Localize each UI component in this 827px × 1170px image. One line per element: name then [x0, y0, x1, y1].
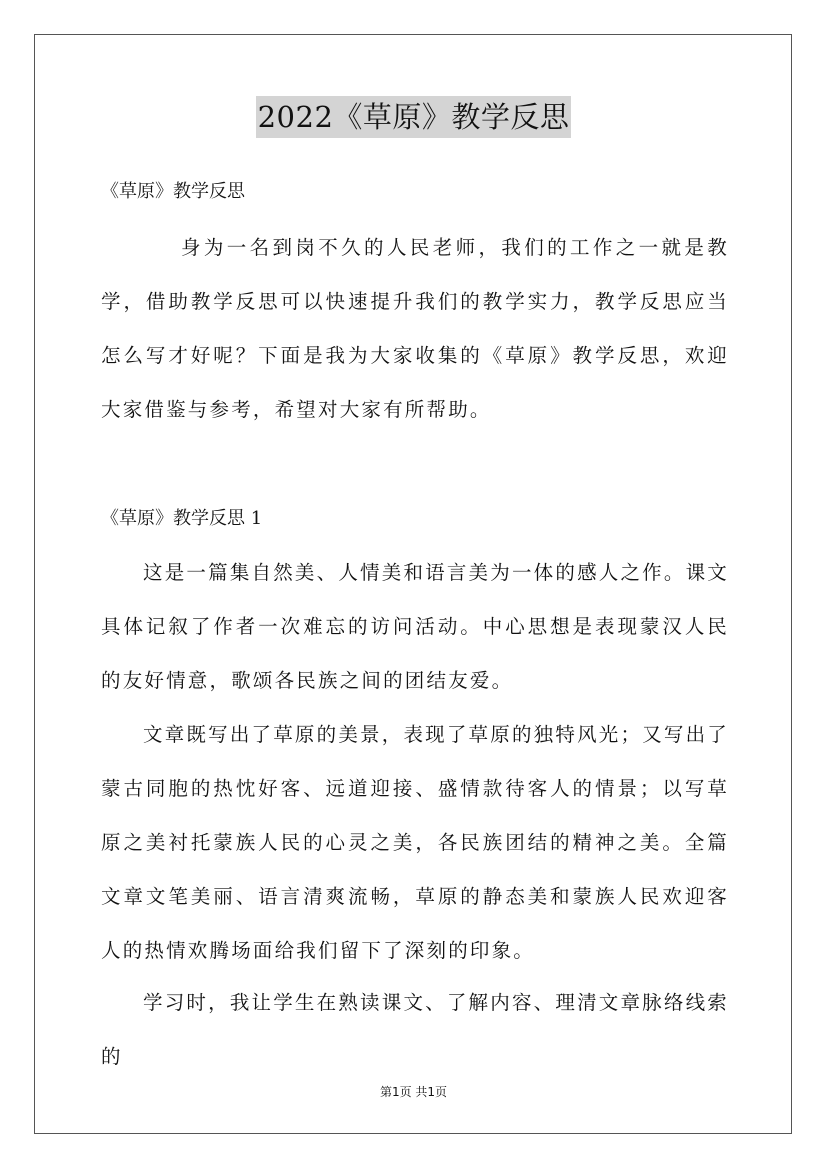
section-1-paragraph-3: 学习时，我让学生在熟读课文、了解内容、理清文章脉络线索的	[101, 991, 729, 1068]
document-title: 2022《草原》教学反思	[256, 96, 572, 138]
intro-heading: 《草原》教学反思	[101, 181, 245, 202]
document-title-container	[0, 96, 827, 138]
section-1-heading: 《草原》教学反思 1	[101, 508, 263, 529]
section-1-paragraph-2: 文章既写出了草原的美景，表现了草原的独特风光；又写出了蒙古同胞的热忱好客、远道迎接、盛情款待客人的情景；以写草原之美衬托蒙族人民的心灵之美，各民族团结的精神之美。全篇文章文笔美丽、语言清爽流畅，草原的静态美和蒙族人民欢迎客人的热情欢腾场面给我们留下了深刻的印象。	[101, 723, 729, 962]
page-footer: 第1页 共1页	[379, 1085, 448, 1099]
intro-paragraph: 身为一名到岗不久的人民老师，我们的工作之一就是教学，借助教学反思可以快速提升我们的教学实力，教学反思应当怎么写才好呢？下面是我为大家收集的《草原》教学反思，欢迎大家借鉴与参考，希望对大家有所帮助。	[101, 236, 729, 421]
section-1-paragraph-1: 这是一篇集自然美、人情美和语言美为一体的感人之作。课文具体记叙了作者一次难忘的访问活动。中心思想是表现蒙汉人民的友好情意，歌颂各民族之间的团结友爱。	[101, 561, 729, 692]
